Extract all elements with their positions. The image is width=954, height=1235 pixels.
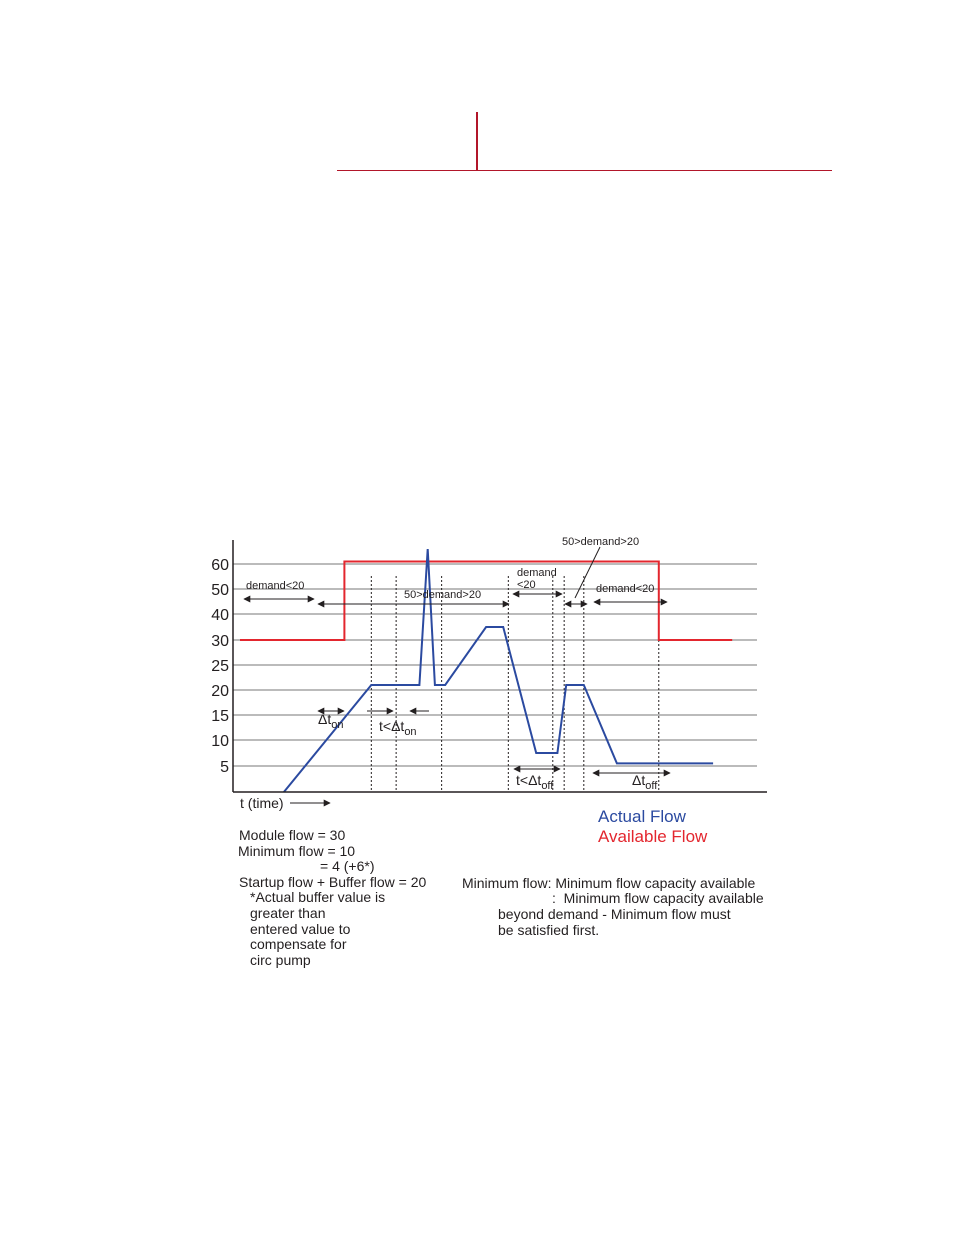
note-minimum-flow: Minimum flow = 10 [238,843,356,859]
note-actual-buffer: *Actual buffer value is [250,889,386,905]
label-demand-mid-1: demand [517,567,557,579]
label-dt-on-2-main: t<Δt [379,718,405,734]
label-dt-off-1-main: t<Δt [516,772,542,788]
label-dt-on-2 [379,718,417,738]
label-dt-on-2-sub: on [404,726,417,738]
label-demand-mid-2: <20 [517,579,536,591]
label-top: 50>demand>20 [562,536,640,548]
label-dt-off-2 [632,772,658,792]
label-dt-on-1-main: Δt [318,711,332,727]
legend-actual-flow: Actual Flow [598,807,686,826]
label-dt-on-1 [318,711,344,731]
y-tick-label-50: 50 [211,582,229,599]
note-beyond-demand: beyond demand - Minimum flow must [498,906,731,922]
note-entered-value: entered value to [250,921,351,937]
label-dt-off-1 [516,772,554,792]
y-tick-label-15: 15 [211,708,229,725]
note-satisfied-first: be satisfied first. [498,922,600,938]
note-min-flow-def: Minimum flow: Minimum flow capacity available [462,875,756,891]
y-tick-label-40: 40 [211,607,229,624]
label-demand-lt20-b: demand<20 [596,583,655,595]
note-compensate: compensate for [250,936,347,952]
x-axis-label: t (time) [240,795,284,811]
legend-available-flow: Available Flow [598,827,708,846]
label-dt-off-1-sub: off [541,780,554,792]
note-greater-than: greater than [250,905,326,921]
label-dt-off-2-sub: off [645,780,658,792]
label-gt20-range: 50>demand>20 [404,589,482,601]
label-demand-lt20-a: demand<20 [246,580,305,592]
label-dt-on-1-sub: on [331,719,344,731]
note-circ-pump: circ pump [250,952,311,968]
y-tick-label-5: 5 [220,759,229,776]
y-tick-label-10: 10 [211,733,229,750]
note-module-flow: Module flow = 30 [239,827,346,843]
label-dt-off-2-main: Δt [632,772,646,788]
note-buffer-value: = 4 (+6*) [320,858,375,874]
y-tick-label-25: 25 [211,658,229,675]
y-tick-label-60: 60 [211,557,229,574]
y-tick-label-30: 30 [211,633,229,650]
note-startup-buffer: Startup flow + Buffer flow = 20 [239,874,427,890]
y-tick-label-20: 20 [211,683,229,700]
note-buffer-def: : Minimum flow capacity available [552,890,764,906]
